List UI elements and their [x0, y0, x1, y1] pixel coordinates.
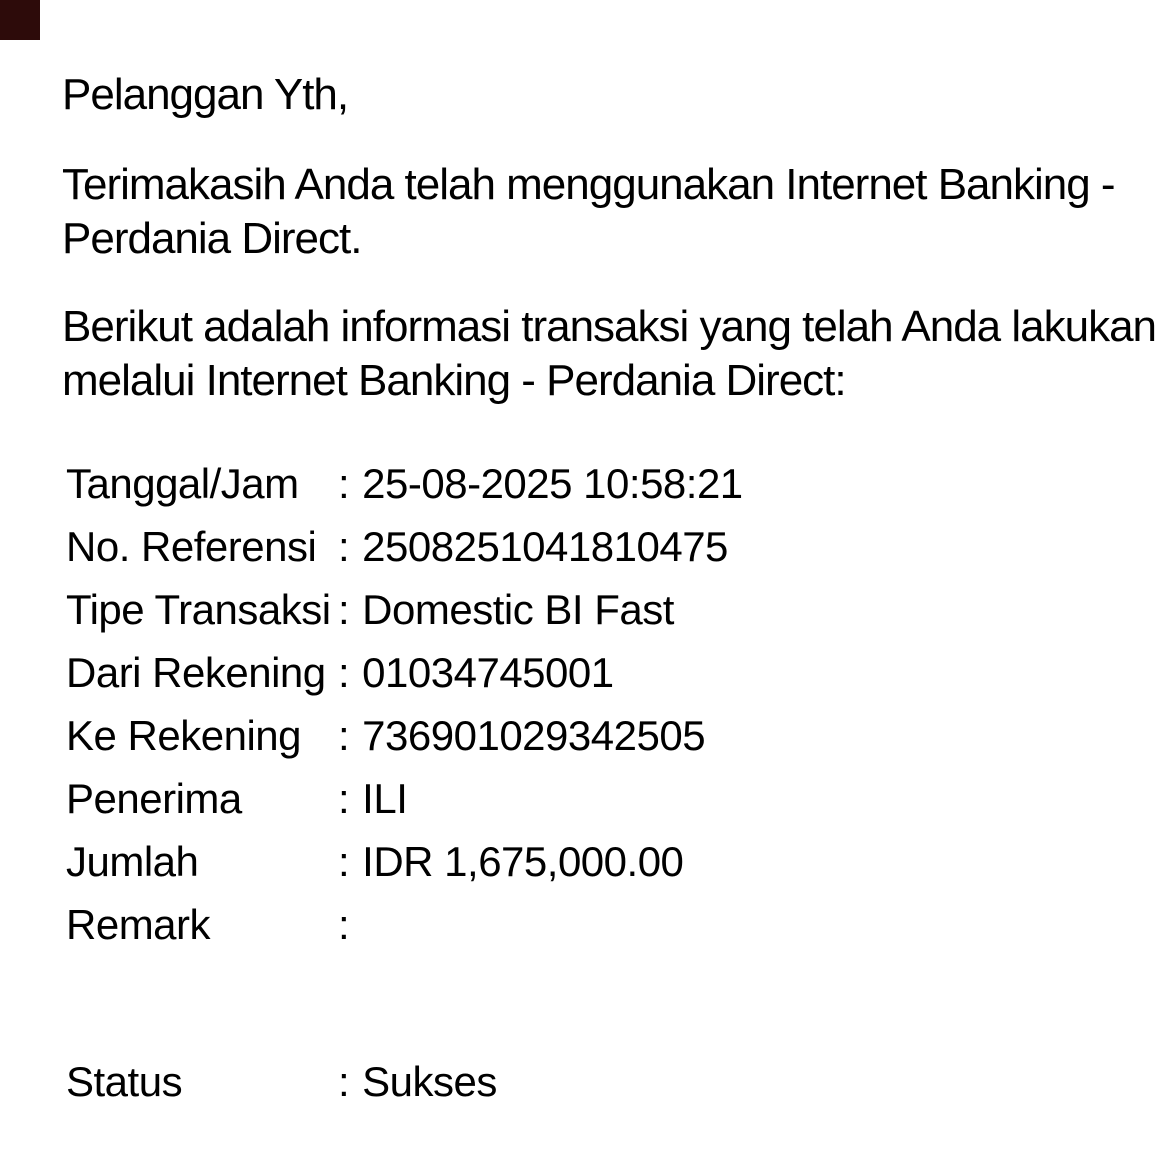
corner-artifact: [0, 0, 40, 40]
transaction-details: [66, 452, 743, 956]
row-value: 25-08-2025 10:58:21: [362, 460, 743, 507]
row-penerima: [66, 767, 743, 830]
row-label: Penerima: [66, 775, 242, 822]
status-label: Status: [66, 1058, 183, 1105]
row-ke-rekening: [66, 704, 743, 767]
row-label: Dari Rekening: [66, 649, 326, 696]
intro-line-2: Perdania Direct.: [62, 214, 362, 263]
row-value: 736901029342505: [362, 712, 706, 759]
intro-paragraph: [62, 158, 1115, 266]
row-separator: :: [338, 712, 350, 759]
row-label: Jumlah: [66, 838, 199, 885]
row-status: [66, 1050, 497, 1113]
row-label: Tanggal/Jam: [66, 460, 299, 507]
row-dari-rekening: [66, 641, 743, 704]
row-separator: :: [338, 586, 350, 633]
row-separator: :: [338, 460, 350, 507]
body-line-1: Berikut adalah informasi transaksi yang telah Anda lakukan: [62, 302, 1157, 351]
row-separator: :: [338, 523, 350, 570]
row-separator: :: [338, 901, 350, 948]
row-value: 2508251041810475: [362, 523, 728, 570]
status-value: Sukses: [362, 1058, 497, 1105]
row-remark: [66, 893, 743, 956]
body-paragraph: [62, 300, 1156, 408]
row-value: Domestic BI Fast: [362, 586, 674, 633]
row-value: ILI: [362, 775, 408, 822]
row-tanggal-jam: [66, 452, 743, 515]
row-label: Ke Rekening: [66, 712, 301, 759]
row-tipe-transaksi: [66, 578, 743, 641]
row-separator: :: [338, 775, 350, 822]
row-separator: :: [338, 649, 350, 696]
row-label: Tipe Transaksi: [66, 586, 331, 633]
greeting-text: Pelanggan Yth,: [62, 70, 349, 119]
row-value: IDR 1,675,000.00: [362, 838, 684, 885]
row-separator: :: [338, 838, 350, 885]
intro-line-1: Terimakasih Anda telah menggunakan Internet Banking -: [62, 160, 1115, 209]
row-label: No. Referensi: [66, 523, 317, 570]
row-no-referensi: [66, 515, 743, 578]
row-label: Remark: [66, 901, 211, 948]
row-value: 01034745001: [362, 649, 614, 696]
row-jumlah: [66, 830, 743, 893]
status-section: [66, 1050, 497, 1113]
body-line-2: melalui Internet Banking - Perdania Direct:: [62, 356, 846, 405]
status-separator: :: [338, 1058, 350, 1105]
